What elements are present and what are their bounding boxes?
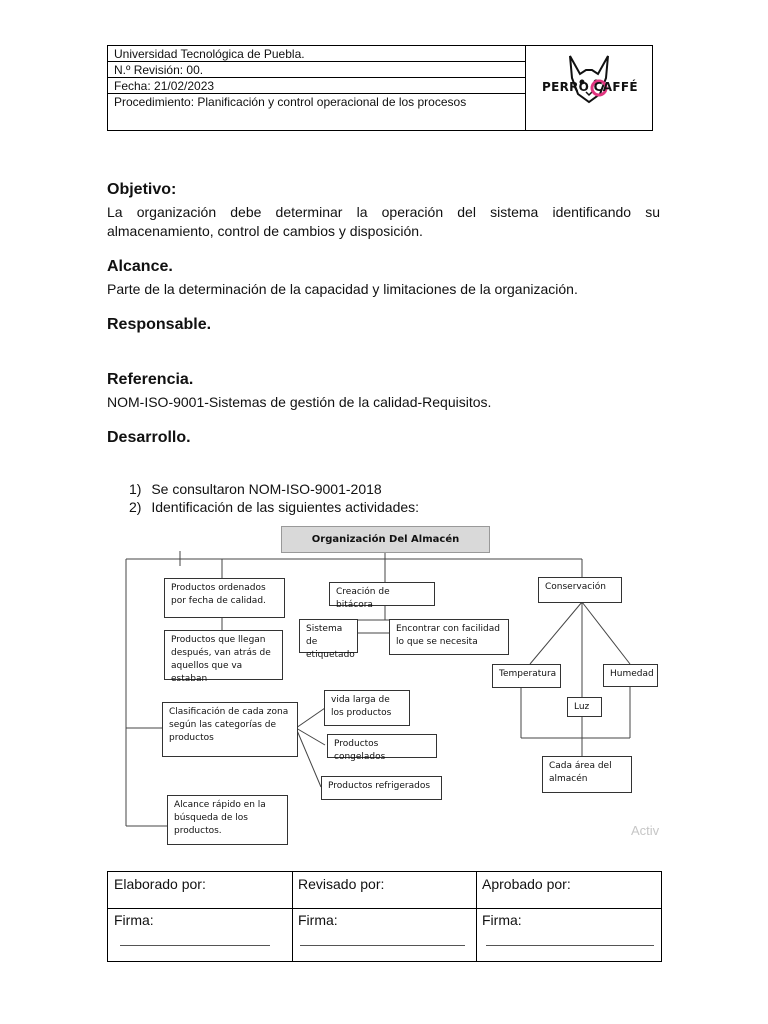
signature-line-aprobado <box>486 945 654 946</box>
node-alcance-rapido: Alcance rápido en la búsqueda de los productos. <box>167 795 288 845</box>
node-conservacion: Conservación <box>538 577 622 603</box>
step-number: 1) <box>129 481 142 497</box>
node-humedad: Humedad <box>603 664 658 687</box>
node-refrigerados: Productos refrigerados <box>321 776 442 800</box>
objetivo-heading: Objetivo: <box>107 181 177 198</box>
aprobado-label: Aprobado por: <box>482 876 571 892</box>
objetivo-text: La organización debe determinar la operación del sistema identificando su almacenamiento, control de cambios y disposición. <box>107 204 660 239</box>
alcance-text: Parte de la determinación de la capacidad y limitaciones de la organización. <box>107 281 578 297</box>
university-name: Universidad Tecnológica de Puebla. <box>108 46 525 62</box>
desarrollo-heading: Desarrollo. <box>107 429 191 446</box>
node-creacion-bitacora: Creación de bitácora <box>329 582 435 606</box>
document-date: Fecha: 21/02/2023 <box>108 78 525 94</box>
node-encontrar: Encontrar con facilidad lo que se necesita <box>389 619 509 655</box>
activation-watermark: Activ <box>631 823 660 838</box>
node-luz: Luz <box>567 697 602 717</box>
signature-table <box>107 871 662 962</box>
step-text: Identificación de las siguientes actividades: <box>151 499 420 515</box>
firma-elaborado-label: Firma: <box>114 912 154 928</box>
signature-line-elaborado <box>120 945 270 946</box>
procedure-name: Procedimiento: Planificación y control operacional de los procesos <box>114 95 467 109</box>
node-temperatura: Temperatura <box>492 664 561 688</box>
revisado-label: Revisado por: <box>298 876 385 892</box>
diagram-title: Organización Del Almacén <box>281 526 490 553</box>
logo-wordmark: PERRO CAFFÉ <box>542 80 638 94</box>
node-clasificacion: Clasificación de cada zona según las categorías de productos <box>162 702 298 757</box>
node-sistema-etiquetado: Sistema de etiquetado <box>299 619 358 653</box>
referencia-text: NOM-ISO-9001-Sistemas de gestión de la calidad-Requisitos. <box>107 394 492 410</box>
responsable-heading: Responsable. <box>107 316 212 333</box>
step-text: Se consultaron NOM-ISO-9001-2018 <box>151 481 382 497</box>
referencia-heading: Referencia. <box>107 371 194 388</box>
step-number: 2) <box>129 499 142 515</box>
alcance-heading: Alcance. <box>107 258 173 275</box>
node-vida-larga: vida larga de los productos <box>324 690 410 726</box>
node-productos-ordenados: Productos ordenados por fecha de calidad. <box>164 578 285 618</box>
revision-number: N.º Revisión: 00. <box>108 62 525 78</box>
elaborado-label: Elaborado por: <box>114 876 206 892</box>
firma-aprobado-label: Firma: <box>482 912 522 928</box>
node-cada-area: Cada área del almacén <box>542 756 632 793</box>
signature-line-revisado <box>300 945 465 946</box>
node-congelados: Productos congelados <box>327 734 437 758</box>
firma-revisado-label: Firma: <box>298 912 338 928</box>
node-productos-llegan: Productos que llegan después, van atrás de aquellos que va estaban <box>164 630 283 680</box>
